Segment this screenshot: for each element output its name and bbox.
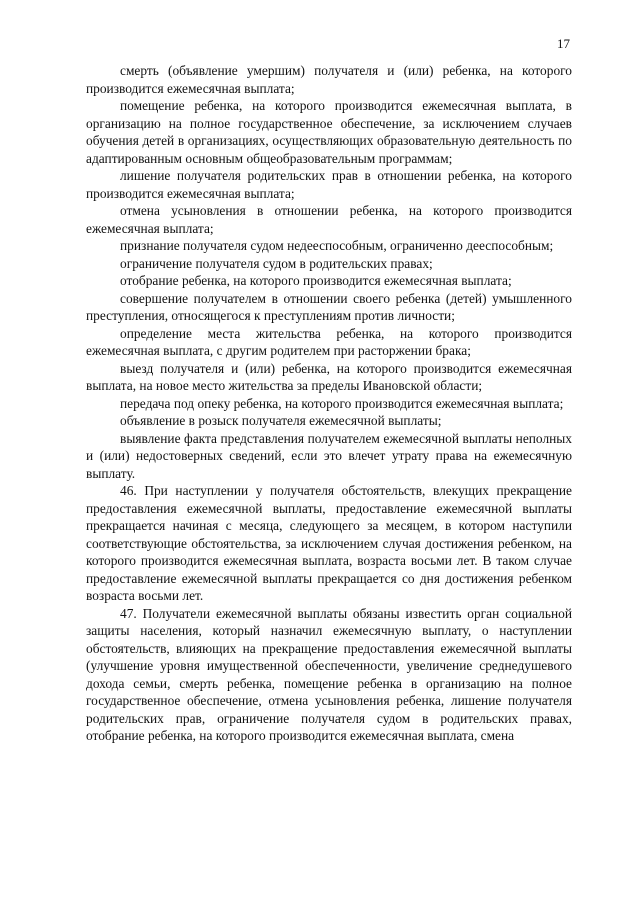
paragraph: смерть (объявление умершим) получателя и (или) ребенка, на которого производится ежемесячная выплата; bbox=[86, 63, 572, 96]
paragraph-46: 46. При наступлении у получателя обстоятельств, влекущих прекращение предоставления ежемесячной выплаты, предоставление ежемесячной выплаты прекращается начиная с месяца, следующего за месяцем, в котором наступили соответствующие обстоятельства, за исключением случая достижения ребенком, на которого производится ежемесячная выплата, возраста восьми лет. В таком случае предоставление ежемесячной выплаты прекращается со дня достижения ребенком возраста восьми лет. bbox=[86, 483, 572, 603]
paragraph: передача под опеку ребенка, на которого производится ежемесячная выплата; bbox=[120, 395, 564, 411]
paragraph: выявление факта представления получателем ежемесячной выплаты неполных и (или) недостоверных сведений, если это влечет утрату права на ежемесячную выплату. bbox=[86, 430, 572, 481]
paragraph-47: 47. Получатели ежемесячной выплаты обязаны известить орган социальной защиты населения, который назначил ежемесячную выплату, о наступлении обстоятельств, влияющих на прекращение предоставления ежемесячной выплаты (улучшение уровня имущественной обеспеченности, увеличение среднедушевого дохода семьи, смерть ребенка, помещение ребенка в организацию на полное государственное обеспечение, отмена усыновления ребенка, лишение получателя родительских прав, ограничение получателя судом в родительских правах, отобрание ребенка, на которого производится ежемесячная выплата, смена bbox=[86, 605, 572, 743]
paragraph: признание получателя судом недееспособным, ограниченно дееспособным; bbox=[120, 238, 554, 253]
paragraph: объявление в розыск получателя ежемесячной выплаты; bbox=[120, 413, 442, 428]
paragraph: лишение получателя родительских прав в отношении ребенка, на которого производится ежемесячная выплата; bbox=[86, 168, 572, 201]
body-text bbox=[86, 62, 572, 745]
paragraph: ограничение получателя судом в родительских правах; bbox=[120, 255, 433, 271]
page-number: 17 bbox=[557, 36, 570, 51]
paragraph: отмена усыновления в отношении ребенка, на которого производится ежемесячная выплата; bbox=[86, 203, 572, 236]
paragraph: определение места жительства ребенка, на которого производится ежемесячная выплата, с другим родителем при расторжении брака; bbox=[86, 325, 572, 358]
paragraph: помещение ребенка, на которого производится ежемесячная выплата, в организацию на полное государственное обеспечение, за исключением случаев обучения детей в организациях, осуществляющих образовательную деятельность по адаптированным основным общеобразовательным программам; bbox=[86, 98, 572, 166]
paragraph: отобрание ребенка, на которого производится ежемесячная выплата; bbox=[120, 273, 512, 288]
paragraph: выезд получателя и (или) ребенка, на которого производится ежемесячная выплата, на новое место жительства за пределы Ивановской области; bbox=[86, 360, 572, 393]
paragraph: совершение получателем в отношении своего ребенка (детей) умышленного преступления, относящегося к преступлениям против личности; bbox=[86, 290, 572, 323]
